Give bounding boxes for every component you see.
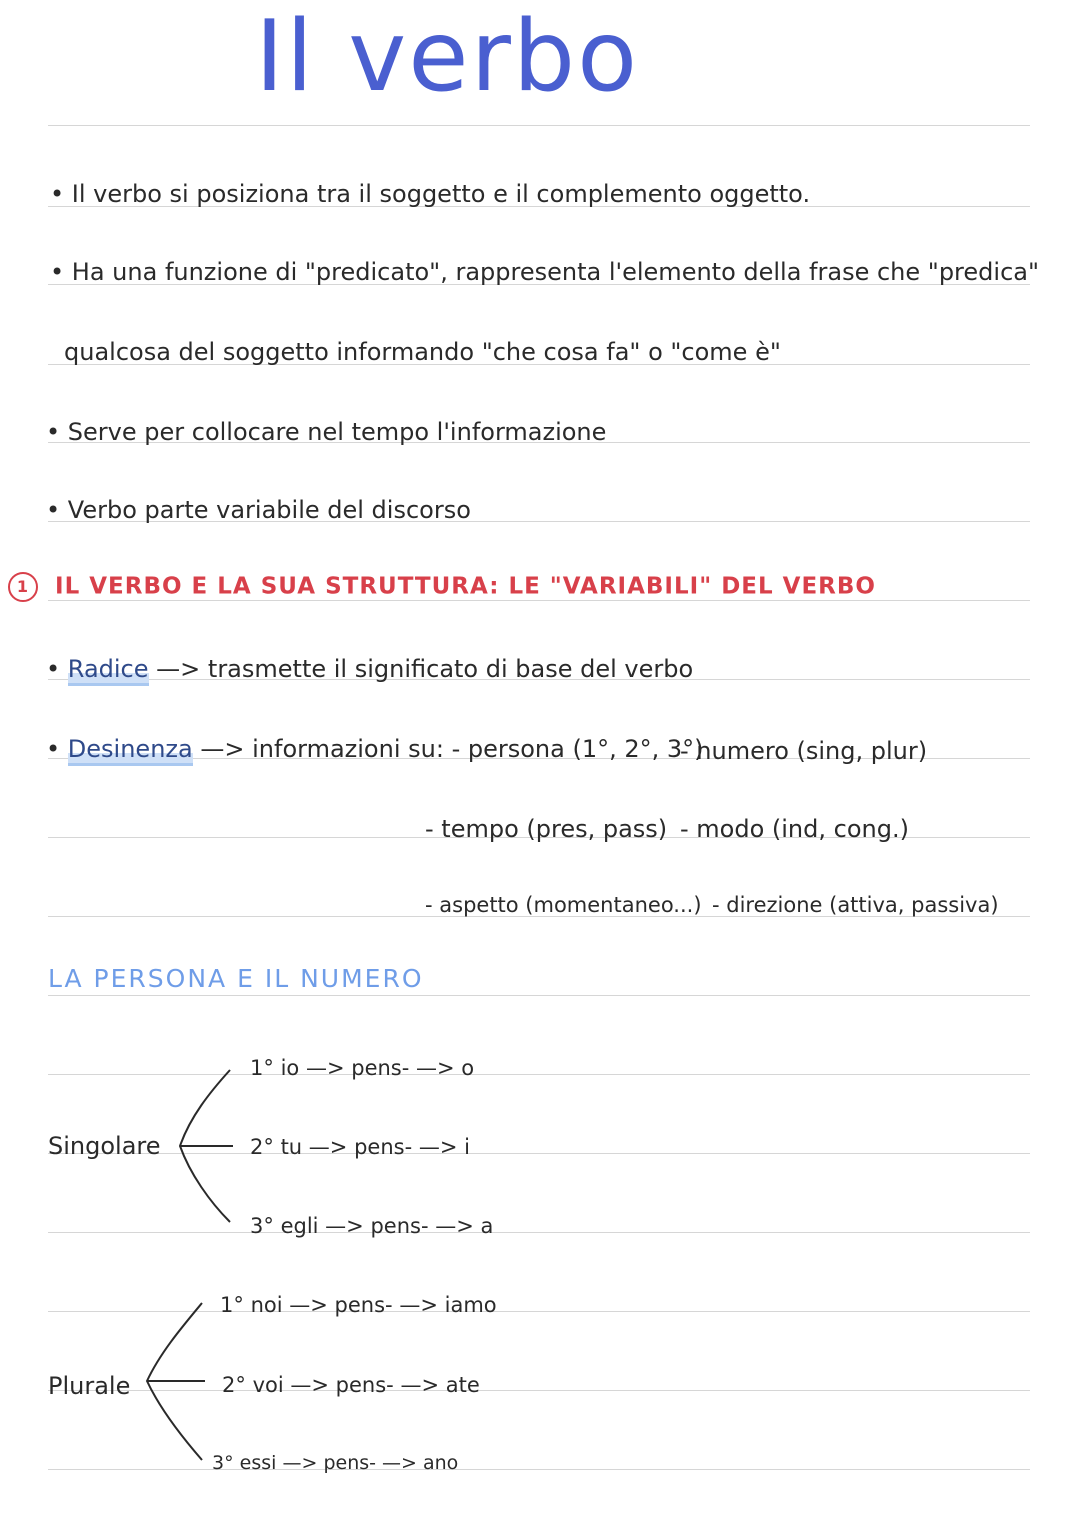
rule — [48, 125, 1030, 126]
person-number: 1° — [250, 1056, 274, 1080]
bullet: • — [50, 180, 65, 208]
arrow-icon: —> — [156, 655, 201, 683]
intro-text: Verbo parte variabile del discorso — [67, 496, 471, 524]
arrow-icon: —> — [325, 1214, 364, 1238]
intro-text: qualcosa del soggetto informando "che cosa fa" o "come è" — [64, 338, 781, 366]
arrow-icon: —> — [200, 735, 245, 763]
intro-text: Ha una funzione di "predicato", rappresenta l'elemento della frase che "predica" — [71, 258, 1040, 286]
pronoun: egli — [280, 1214, 319, 1238]
section-number: 1 — [8, 572, 38, 602]
arrow-icon: —> — [399, 1293, 438, 1317]
desinenza-item-modo: - modo (ind, cong.) — [680, 815, 909, 843]
section-heading-structure — [8, 572, 876, 602]
bullet: • — [46, 418, 61, 446]
arrow-icon: —> — [289, 1293, 328, 1317]
rule — [48, 1232, 1030, 1233]
section-heading-persona-numero: LA PERSONA E IL NUMERO — [48, 964, 424, 993]
desinenza-term: Desinenza — [68, 735, 193, 766]
arrow-icon: —> — [416, 1056, 455, 1080]
arrow-icon: —> — [308, 1135, 348, 1159]
bullet: • — [50, 258, 65, 286]
arrow-icon: —> — [435, 1214, 474, 1238]
verb-stem: pens- — [323, 1452, 376, 1474]
verb-ending: o — [461, 1056, 475, 1080]
intro-line-2 — [50, 258, 1039, 286]
bullet: • — [46, 655, 61, 683]
intro-line-5 — [46, 496, 471, 524]
verb-ending: i — [464, 1135, 470, 1159]
desinenza-intro: informazioni su: — [252, 735, 444, 763]
arrow-icon: —> — [418, 1135, 458, 1159]
intro-line-3 — [64, 338, 781, 366]
desinenza-line — [46, 735, 704, 763]
radice-text: trasmette il significato di base del verbo — [207, 655, 694, 683]
pronoun: essi — [239, 1452, 277, 1474]
verb-stem: pens- — [335, 1373, 394, 1397]
arrow-icon: —> — [290, 1373, 329, 1397]
desinenza-item-tempo: - tempo (pres, pass) — [425, 815, 668, 843]
section-heading-text: IL VERBO E LA SUA STRUTTURA: LE "VARIABILI" DEL VERBO — [55, 573, 876, 600]
intro-text: Serve per collocare nel tempo l'informazione — [67, 418, 607, 446]
plurale-label: Plurale — [48, 1372, 131, 1400]
pronoun: io — [280, 1056, 300, 1080]
conjugation-row — [250, 1214, 493, 1238]
conjugation-row — [220, 1293, 497, 1317]
person-number: 2° — [222, 1373, 246, 1397]
arrow-icon: —> — [305, 1056, 345, 1080]
verb-stem: pens- — [370, 1214, 429, 1238]
verb-stem: pens- — [354, 1135, 413, 1159]
bullet: • — [46, 496, 61, 524]
person-number: 3° — [250, 1214, 274, 1238]
verb-ending: a — [480, 1214, 494, 1238]
arrow-icon: —> — [400, 1373, 440, 1397]
verb-ending: ano — [423, 1452, 459, 1474]
rule — [48, 1469, 1030, 1470]
desinenza-item-persona: - persona (1°, 2°, 3°) — [451, 735, 704, 763]
intro-line-4 — [46, 418, 606, 446]
conjugation-row — [250, 1135, 470, 1159]
singolare-brace — [175, 1062, 235, 1227]
desinenza-item-aspetto: - aspetto (momentaneo...) — [425, 893, 702, 917]
conjugation-row — [212, 1452, 458, 1474]
pronoun: noi — [250, 1293, 283, 1317]
person-number: 2° — [250, 1135, 274, 1159]
arrow-icon: —> — [382, 1452, 417, 1474]
verb-stem: pens- — [334, 1293, 393, 1317]
verb-ending: iamo — [444, 1293, 497, 1317]
person-number: 3° — [212, 1452, 234, 1474]
singolare-label: Singolare — [48, 1132, 161, 1160]
rule — [48, 995, 1030, 996]
plurale-brace — [142, 1295, 207, 1465]
person-number: 1° — [220, 1293, 244, 1317]
conjugation-row — [250, 1056, 474, 1080]
desinenza-item-numero: - numero (sing, plur) — [680, 737, 928, 765]
verb-stem: pens- — [351, 1056, 410, 1080]
intro-text: Il verbo si posiziona tra il soggetto e il complemento oggetto. — [71, 180, 811, 208]
intro-line-1 — [50, 180, 810, 208]
pronoun: tu — [280, 1135, 303, 1159]
bullet: • — [46, 735, 61, 763]
verb-ending: ate — [445, 1373, 480, 1397]
desinenza-item-direzione: - direzione (attiva, passiva) — [712, 893, 999, 917]
arrow-icon: —> — [282, 1452, 318, 1474]
page-title: Il verbo — [255, 0, 640, 114]
radice-term: Radice — [68, 655, 149, 686]
pronoun: voi — [252, 1373, 284, 1397]
radice-line — [46, 655, 693, 683]
conjugation-row — [222, 1373, 480, 1397]
